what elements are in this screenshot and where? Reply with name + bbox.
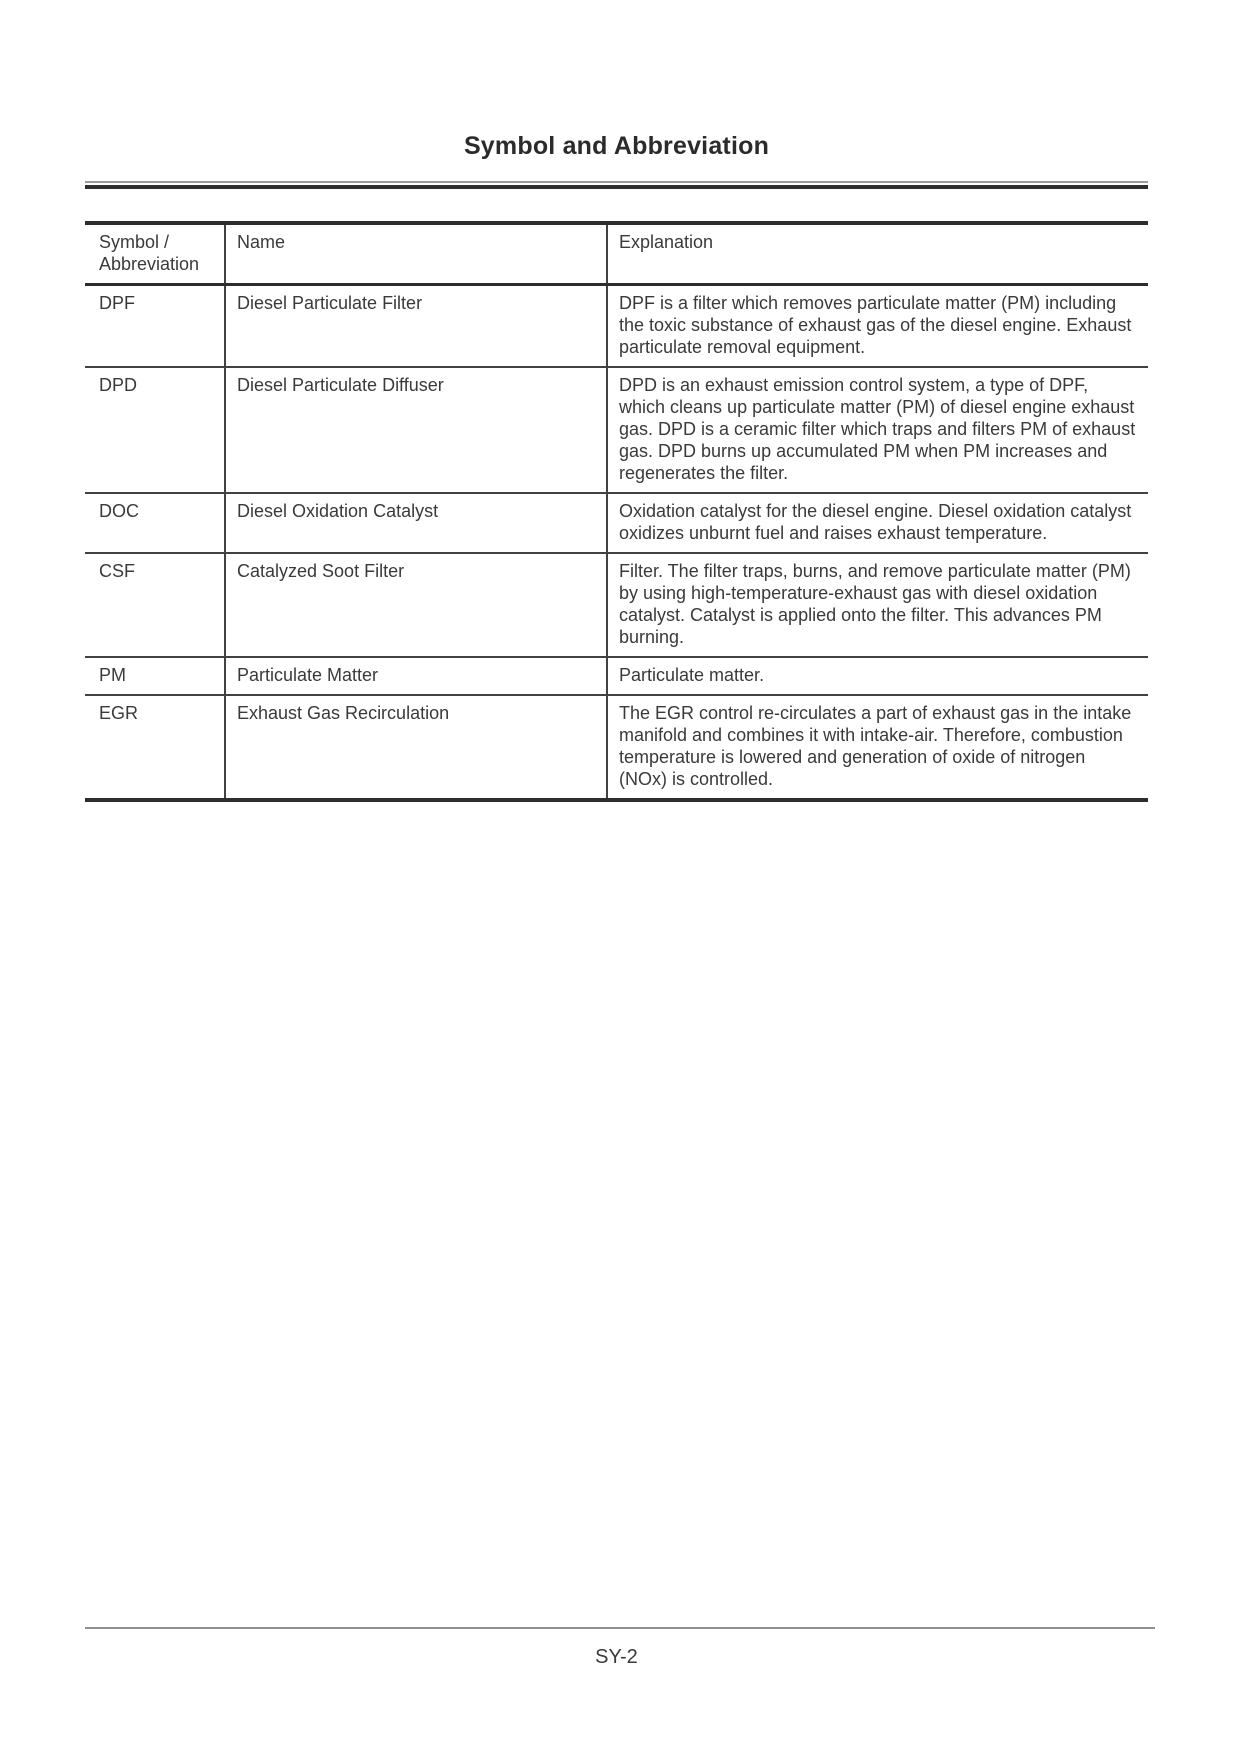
column-header-explanation: Explanation	[607, 223, 1148, 285]
cell-name: Diesel Particulate Diffuser	[225, 367, 607, 493]
cell-symbol: EGR	[85, 695, 225, 800]
cell-explanation: Filter. The filter traps, burns, and remove particulate matter (PM) by using high-temperature-exhaust gas with diesel oxidation catalyst. Catalyst is applied onto the filter. This advances PM burning.	[607, 553, 1148, 657]
table-row-doc	[85, 493, 1148, 553]
cell-name: Particulate Matter	[225, 657, 607, 695]
table-row-egr	[85, 695, 1148, 800]
table-row-csf	[85, 553, 1148, 657]
table-row-dpd	[85, 367, 1148, 493]
cell-symbol: DOC	[85, 493, 225, 553]
cell-name: Exhaust Gas Recirculation	[225, 695, 607, 800]
title-rule-thin-line	[85, 181, 1148, 183]
cell-explanation: DPD is an exhaust emission control system, a type of DPF, which cleans up particulate matter (PM) of diesel engine exhaust gas. DPD is a ceramic filter which traps and filters PM of exhaust gas. DPD burns up accumulated PM when PM increases and regenerates the filter.	[607, 367, 1148, 493]
cell-explanation: The EGR control re-circulates a part of exhaust gas in the intake manifold and combines it with intake-air. Therefore, combustion temperature is lowered and generation of oxide of nitrogen (NOx) is controlled.	[607, 695, 1148, 800]
table-header-row	[85, 223, 1148, 285]
column-header-symbol: Symbol / Abbreviation	[85, 223, 225, 285]
cell-explanation: Oxidation catalyst for the diesel engine. Diesel oxidation catalyst oxidizes unburnt fuel and raises exhaust temperature.	[607, 493, 1148, 553]
cell-symbol: DPF	[85, 285, 225, 368]
table-row-pm	[85, 657, 1148, 695]
cell-explanation: Particulate matter.	[607, 657, 1148, 695]
cell-symbol: CSF	[85, 553, 225, 657]
footer-rule	[85, 1627, 1155, 1629]
cell-symbol: DPD	[85, 367, 225, 493]
page-number: SY-2	[595, 1646, 638, 1668]
cell-symbol: PM	[85, 657, 225, 695]
table-row-dpf	[85, 285, 1148, 368]
title-rule-thick-line	[85, 185, 1148, 189]
cell-name: Diesel Oxidation Catalyst	[225, 493, 607, 553]
column-header-name: Name	[225, 223, 607, 285]
cell-name: Catalyzed Soot Filter	[225, 553, 607, 657]
abbreviation-table-container	[85, 221, 1148, 802]
cell-explanation: DPF is a filter which removes particulate matter (PM) including the toxic substance of exhaust gas of the diesel engine. Exhaust particulate removal equipment.	[607, 285, 1148, 368]
title-double-rule	[85, 181, 1148, 189]
cell-name: Diesel Particulate Filter	[225, 285, 607, 368]
page-title: Symbol and Abbreviation	[463, 132, 770, 160]
abbreviation-table	[85, 221, 1148, 802]
